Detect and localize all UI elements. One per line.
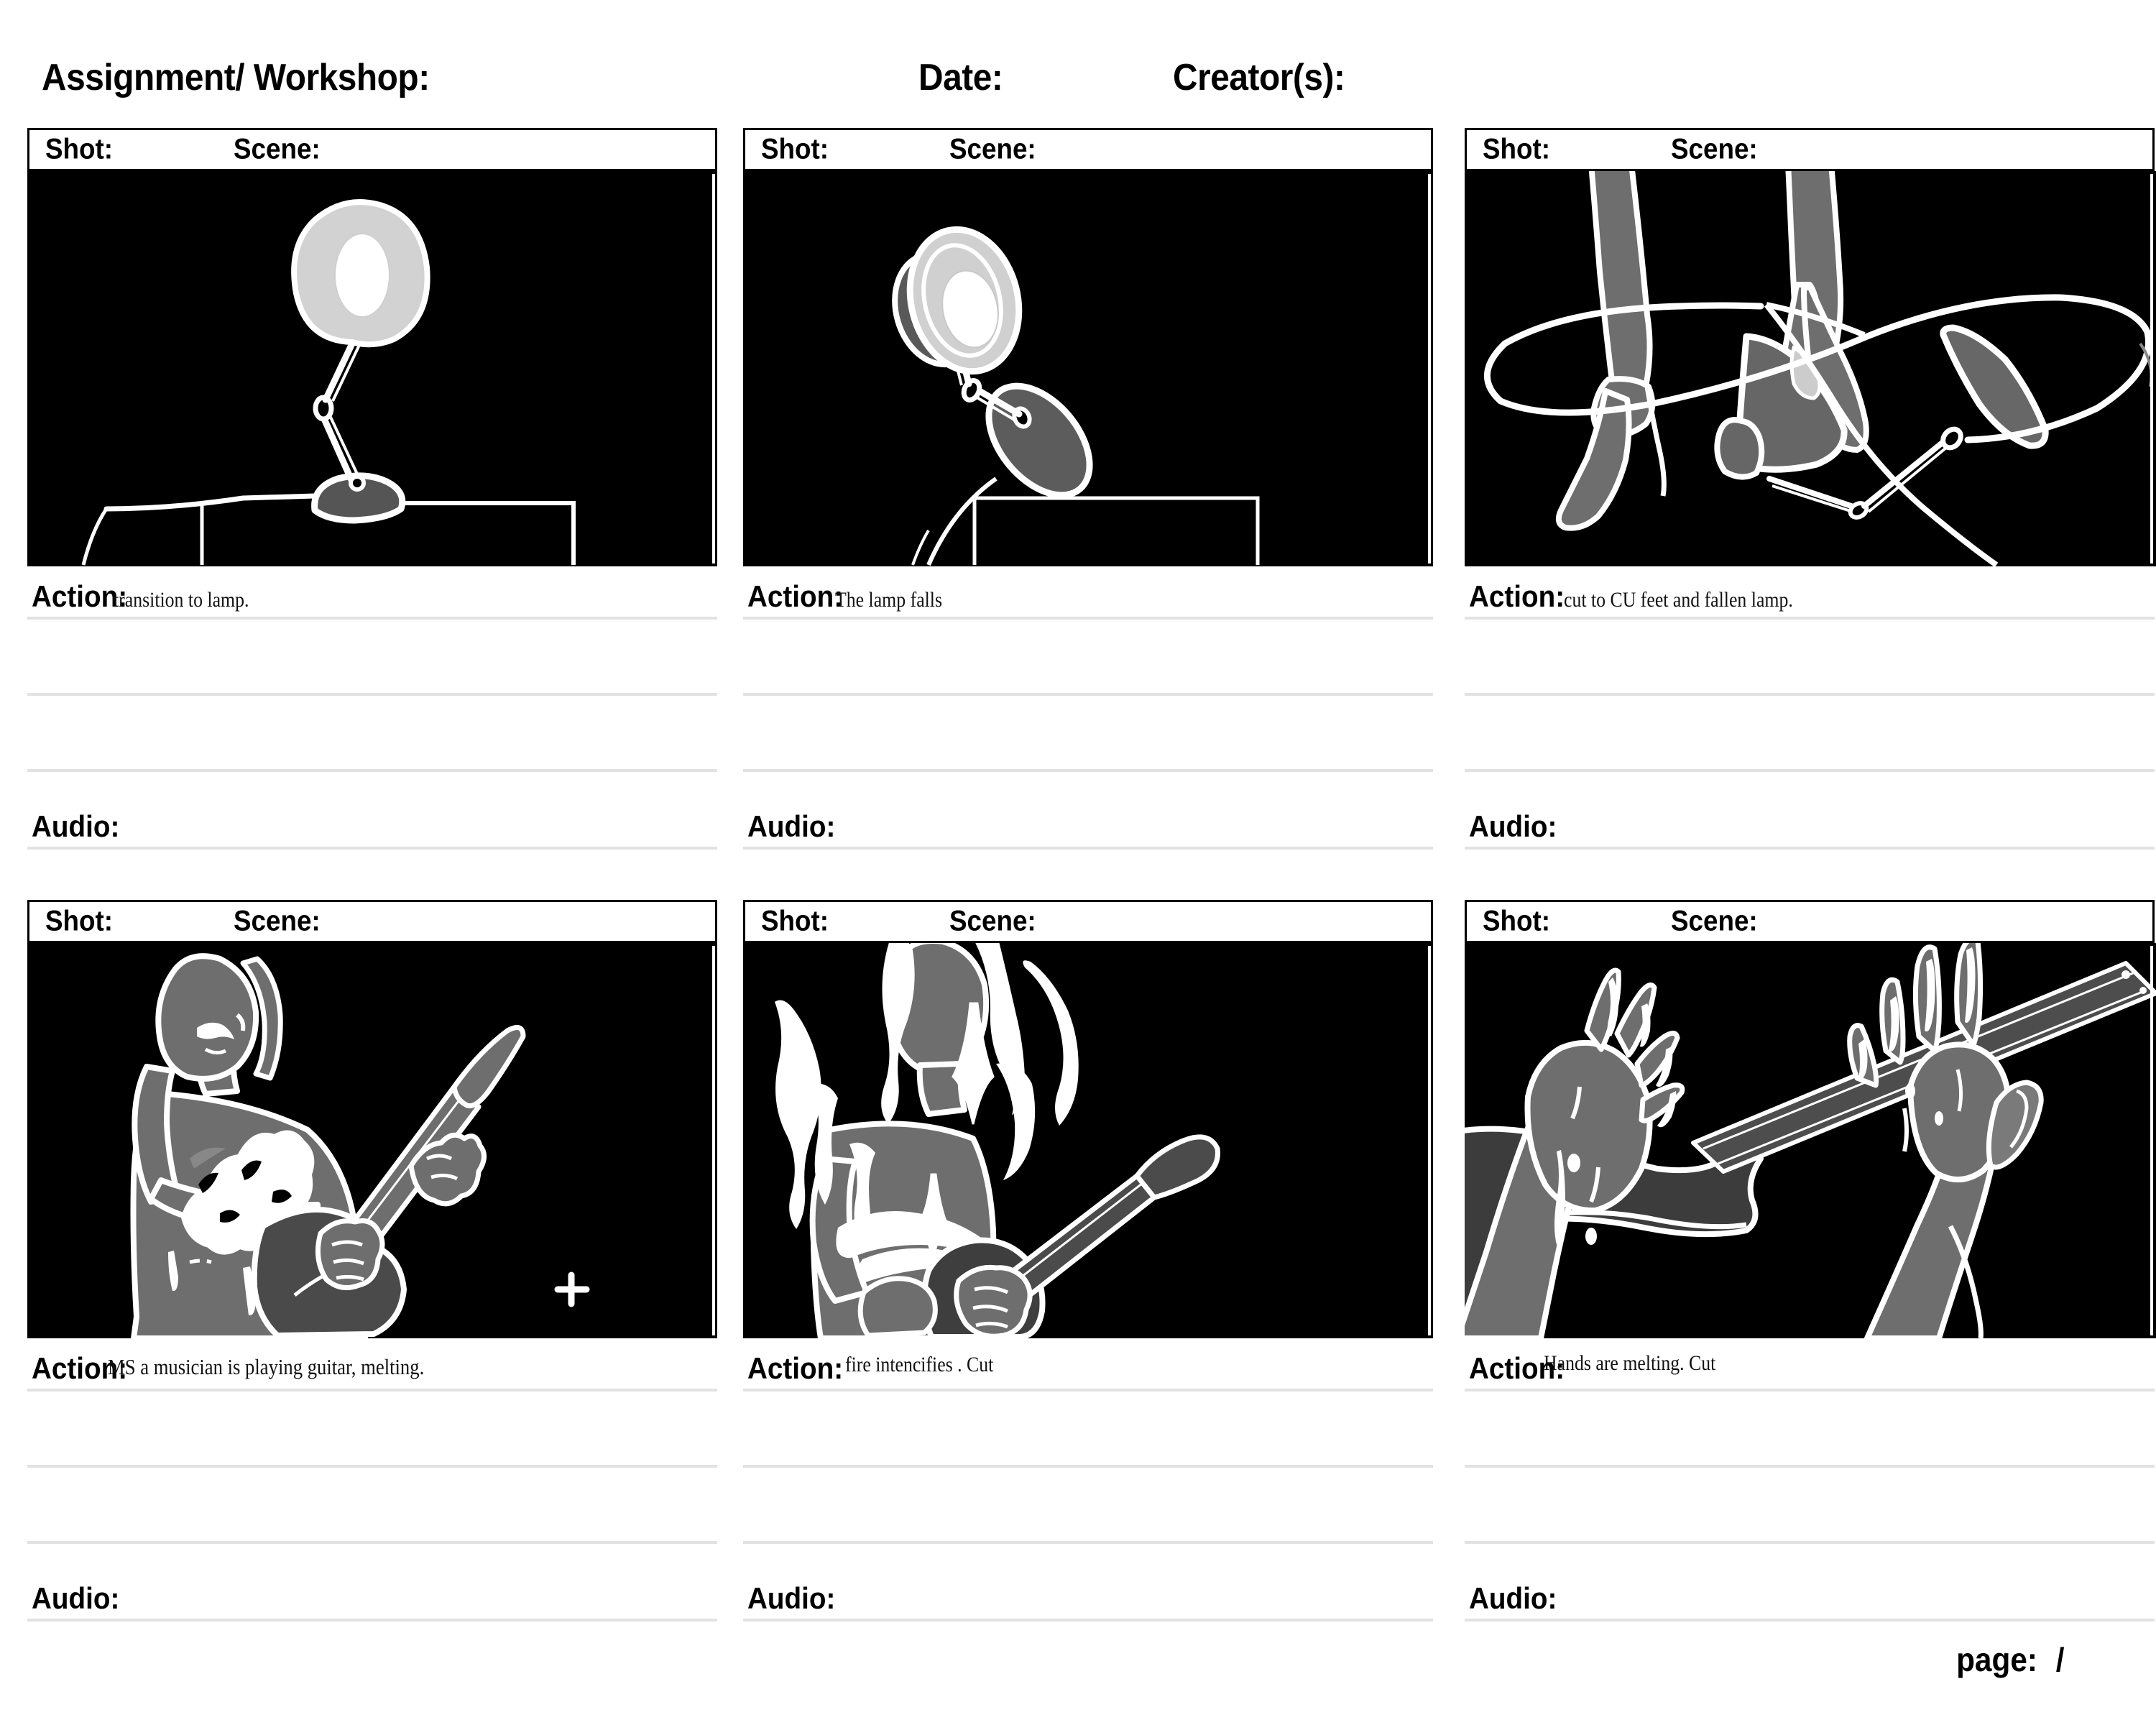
action-rule-3: [1465, 1541, 2155, 1544]
audio-rule-1: [1465, 847, 2155, 850]
page-footer: [1956, 1640, 2064, 1679]
action-rule-2: [743, 1465, 1433, 1468]
audio-label: Audio:: [1469, 809, 1557, 843]
shot-scene-bar-6[interactable]: [1465, 900, 2155, 943]
artwork-desk-lamp-front: [27, 171, 717, 566]
page-label: page:: [1955, 1641, 2037, 1678]
storyboard-panel-1: [27, 128, 717, 868]
audio-label: Audio:: [32, 1581, 120, 1615]
shot-label: Shot:: [45, 905, 114, 937]
scene-label: Scene:: [949, 133, 1036, 165]
audio-rule-1: [27, 847, 717, 850]
action-rule-2: [1465, 693, 2155, 696]
artwork-frame-1[interactable]: [27, 171, 717, 566]
action-label: Action:: [32, 1351, 128, 1385]
action-text-3[interactable]: cut to CU feet and fallen lamp.: [1564, 588, 1793, 612]
shot-label: Shot:: [761, 133, 829, 165]
action-label: Action:: [747, 1351, 844, 1385]
audio-label: Audio:: [1469, 1581, 1557, 1615]
action-label: Action:: [1469, 579, 1565, 613]
shot-label: Shot:: [761, 905, 829, 937]
artwork-frame-2[interactable]: [743, 171, 1433, 566]
shot-scene-bar-4[interactable]: [27, 900, 717, 943]
action-text-5[interactable]: fire intencifies . Cut: [845, 1353, 994, 1376]
action-rule-3: [1465, 769, 2155, 772]
action-rule-2: [1465, 1465, 2155, 1468]
scene-label: Scene:: [234, 905, 321, 937]
action-label: Action:: [747, 579, 844, 613]
action-label: Action:: [1469, 1351, 1565, 1385]
shot-scene-bar-1[interactable]: [27, 128, 717, 171]
scene-label: Scene:: [1671, 133, 1758, 165]
audio-rule-1: [743, 847, 1433, 850]
action-text-2[interactable]: The lamp falls: [835, 588, 943, 612]
shot-label: Shot:: [45, 133, 114, 165]
storyboard-panel-5: [743, 900, 1433, 1640]
notes-block-1: [27, 566, 717, 868]
shot-label: Shot:: [1483, 133, 1551, 165]
audio-rule-1: [743, 1619, 1433, 1622]
shot-scene-bar-5[interactable]: [743, 900, 1433, 943]
artwork-melting-hands-on-guitar: [1465, 943, 2156, 1338]
date-label: Date:: [918, 57, 1003, 98]
audio-label: Audio:: [747, 809, 836, 843]
action-rule-1: [743, 617, 1433, 620]
action-rule-2: [743, 693, 1433, 696]
action-rule-2: [27, 693, 717, 696]
action-rule-1: [1465, 617, 2155, 620]
shot-scene-bar-3[interactable]: [1465, 128, 2155, 171]
creators-label: Creator(s):: [1173, 57, 1345, 98]
audio-label: Audio:: [747, 1581, 836, 1615]
storyboard-panel-2: [743, 128, 1433, 868]
artwork-frame-6[interactable]: [1465, 943, 2156, 1338]
artwork-frame-4[interactable]: [27, 943, 717, 1338]
scene-label: Scene:: [949, 905, 1036, 937]
action-rule-3: [27, 1541, 717, 1544]
notes-block-3: [1465, 566, 2155, 868]
storyboard-panel-3: [1465, 128, 2155, 868]
shot-scene-bar-2[interactable]: [743, 128, 1433, 171]
action-label: Action:: [32, 579, 128, 613]
notes-block-4: [27, 1338, 717, 1640]
page-number-value[interactable]: /: [2055, 1641, 2064, 1678]
shot-label: Shot:: [1483, 905, 1551, 937]
action-rule-2: [27, 1465, 717, 1468]
action-text-1[interactable]: transition to lamp.: [114, 588, 249, 612]
artwork-frame-3[interactable]: [1465, 171, 2156, 566]
scene-label: Scene:: [234, 133, 321, 165]
action-rule-3: [743, 769, 1433, 772]
artwork-lamp-falling: [743, 171, 1433, 566]
action-text-4[interactable]: MS a musician is playing guitar, melting.: [108, 1354, 425, 1379]
action-rule-3: [743, 1541, 1433, 1544]
audio-label: Audio:: [32, 809, 120, 843]
notes-block-6: [1465, 1338, 2155, 1640]
notes-block-2: [743, 566, 1433, 868]
scene-label: Scene:: [1671, 905, 1758, 937]
action-rule-3: [27, 769, 717, 772]
artwork-musician-melting: [27, 943, 717, 1338]
storyboard-panel-6: [1465, 900, 2155, 1640]
storyboard-panel-4: [27, 900, 717, 1640]
audio-rule-1: [1465, 1619, 2155, 1622]
action-rule-1: [1465, 1389, 2155, 1392]
notes-block-5: [743, 1338, 1433, 1640]
artwork-musician-on-fire: [743, 943, 1433, 1338]
action-rule-1: [743, 1389, 1433, 1392]
action-rule-1: [27, 1389, 717, 1392]
artwork-feet-and-fallen-lamp: [1465, 171, 2156, 566]
artwork-frame-5[interactable]: [743, 943, 1433, 1338]
action-text-6[interactable]: Hands are melting. Cut: [1544, 1351, 1716, 1375]
assignment-workshop-label: Assignment/ Workshop:: [42, 57, 430, 98]
audio-rule-1: [27, 1619, 717, 1622]
action-rule-1: [27, 617, 717, 620]
